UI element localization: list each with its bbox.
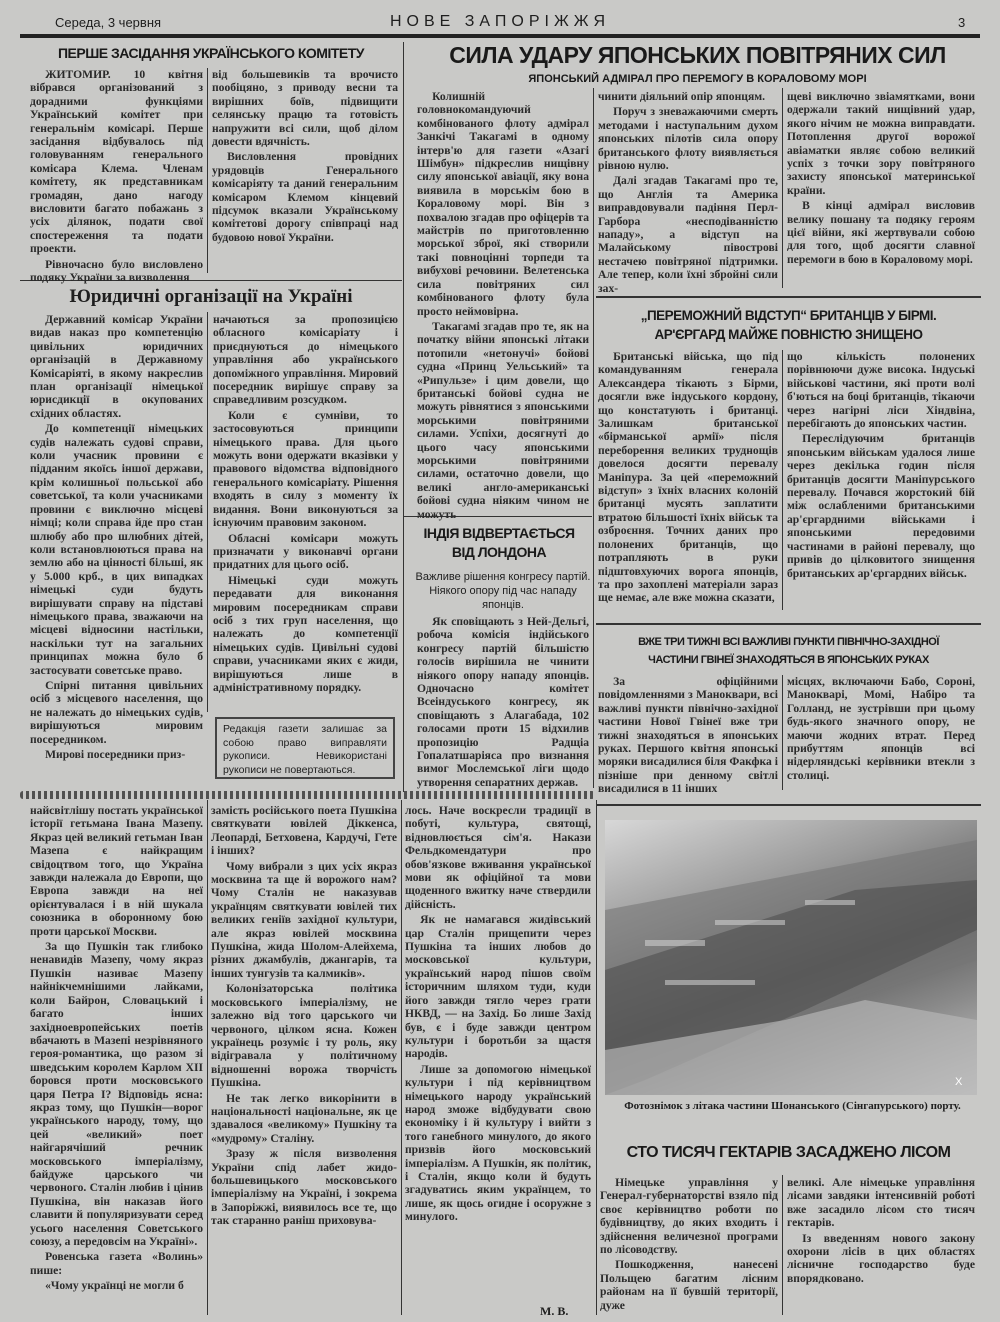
japan-col-2: [598, 90, 778, 295]
india-headline: [404, 524, 594, 562]
guinea-headline: [596, 633, 981, 669]
column-divider: [207, 312, 208, 712]
paragraph: Поруч з зневажаючими смерть методами і наступальним духом японських пілотів сила опору британського флоту виявляється рівною нулю.: [598, 105, 778, 173]
paragraph: За що Пушкін так глибоко ненавидів Мазепу, чому якраз Пушкін називає Мазепу найнікчемнішими лайками, коли Байрон, Словацький і багато інших західноевропейських поетів вбачають в Мазепі незрівняного героя-романтика, що разом зі шведським королем Карлом XII боровся проти московського царя Петра I? Відповідь ясна: якраз тому, що Пушкін—ворог українського народу, тому, що цей «великий» поет найгарячіший речник московського імперіалізму, байдуже царського чи червоного. Сталін любив і цінив Пушкіна, він наказав його славити й популяризувати серед усього населення Советського союзу, а передовсім на Україні».: [30, 940, 203, 1248]
india-title-line-1: ІНДІЯ ВІДВЕРТАЄТЬСЯ: [423, 525, 575, 541]
guinea-col-1: [598, 675, 778, 796]
paragraph: Не так легко викорінити в національності національне, як це здавалося «великому» Пушкіну та «мудрому» Сталіну.: [211, 1091, 397, 1145]
pushkin-col-3: [405, 804, 591, 1300]
paragraph: Німецьке управління у Генерал-губернаторстві взяло під своє керівництво роботи по будівництву, до яких входить і здійснення величезної програми по лісоводству.: [600, 1176, 778, 1257]
paragraph: Обласні комісари можуть призначати у виконавчі органи придатних для цього осіб.: [213, 531, 398, 572]
paragraph: Мирові посередники приз-: [45, 748, 186, 761]
japan-col-3: [787, 90, 975, 290]
column-divider: [782, 350, 783, 610]
paragraph: Далі згадав Такагамі про те, що Англія та Америка виправдовували падіння Перл-Гарбора «несподіванністю нападу», а відступ на Малайському півострові нестачею повітряної підтримки. Але тепер, коли їхні збройні сили зах-: [598, 174, 778, 295]
section-rule: [596, 804, 981, 806]
paragraph: щеві виключно звіамятками, вони одержали такий нищівний удар, якого нічим не можна виправдати. Потоплення другої ворожої авіаматки являє собою великий успіх з точки зору повітряного захисту японської материнської країни.: [787, 90, 975, 197]
paragraph: начаються за пропозицією обласного комісаріату і приєднуються до німецького управління або українського допоміжного управління. Мировий посередник вирішує справу за справедливим розсудком.: [213, 313, 398, 407]
burma-headline: [596, 306, 981, 344]
burma-col-2: [787, 350, 975, 612]
column-divider: [207, 68, 208, 273]
paragraph: До компетенції німецьких судів належать судові справи, коли учасник провини є підданим якоїсь іншої держави, крім колишньої польської або советської, та коли учасниками провини є виключно місцеві німці; коли справа йде про стан шлюбу або про шлюбних дітей, коли встановлюються права на землю або на цінності більші, як у 5.000 крб., в цих випадках німецькі суди будуть вирішувати справу на підставі німецького права, зважаючи на місцеві відносини настільки, наскільки тут на загальних принципах можна було б застосувати советське право.: [30, 422, 203, 677]
section-rule: [596, 296, 981, 298]
wavy-rule: [20, 791, 595, 799]
paragraph: Рівночасно було висловлено подяку України за визволення: [30, 257, 203, 285]
guinea-title-line-1: ВЖЕ ТРИ ТИЖНІ ВСІ ВАЖЛИВІ ПУНКТИ ПІВНІЧНО-ЗАХІДНОЇ: [638, 636, 939, 648]
paragraph: від большевиків та врочисто пообіцяно, з приводу весни та вирішних боїв, підвищити селянську працю та готовість напружити всі сили, щоб ділом довести вдячність.: [212, 68, 398, 149]
india-text: [417, 615, 589, 790]
paragraph: Колишній головнокомандуючий комбінованого флоту адмірал Занкічі Такагамі в одному інтерв'ю для газети «Азагі Шімбун» підкреслив нищівну силу японської авіації, яку вона виявила в морськім бою в Кораловому морі. Він з похвалою згадав про офіцерів та майстрів по приготовленню морської зброї, які створили такі повноцінні торпеди та вибухові речовини. Велетенська сила повітряних сил комбінованого флоту була просто неймовірна.: [417, 90, 589, 318]
legal-headline: Юридичні організації на Україні: [69, 286, 353, 307]
column-divider: [596, 800, 597, 1315]
forest-col-1: [600, 1176, 778, 1318]
paragraph: місцях, включаючи Бабо, Сороні, Манокварі, Момі, Набіро та Голланд, не зустрівши при цьому будь-якого значного опору, не маючи жодних втрат. Перед прибуттям японців всі нідерляндські керівники втекли з столиці.: [787, 675, 975, 782]
paragraph: Державний комісар України видав наказ про компетенцію цивільних юридичних організацій в Державному Комісаріяті, в якому накреслив план організації німецької юрисдикції в окупованих східних областях.: [30, 313, 203, 420]
paragraph: Зразу ж після визволення України спід лабет жидо-большевицького московського імперіалізму на Україні, і зокрема в Запоріжжі, виявилось все те, що так старанно раніш приховува-: [211, 1147, 397, 1228]
paragraph: лось. Наче воскресли традиції в побуті, культура, святощі, відновлюється сім'я. Накази Фельдкомендатури про обов'язкове вживання української мови як офіційної та мови щоденного вжитку наче ствердили дійсність.: [405, 804, 591, 911]
burma-col-1: [598, 350, 778, 612]
paragraph: «Чому українці не могли б: [45, 1279, 184, 1293]
paragraph: Пошкодження, нанесені Польщею багатим лісним районам на її бувшій території, дуже: [600, 1258, 778, 1312]
paragraph: Колонізаторська політика московського імперіалізму, не залежно від того царського чи червоного, цілком ясна. Кожен українець розуміє і ту роль, яку відігравала у політичному відношенні ворожа творчість Пушкіна.: [211, 982, 397, 1090]
paragraph: Переслідуючим британців японським військам удалося лише через декілька годин після британців досягти Маніпурського перевалу. Почався жорстокий бій між ослабленими британськими ар'єргардними військами і японськими передовими частинами в районі перевалу, що привів до цілковитого знищення британських ар'єргардних військ.: [787, 432, 975, 580]
japan-headline: [410, 42, 985, 68]
forest-title: СТО ТИСЯЧ ГЕКТАРІВ ЗАСАДЖЕНО ЛІСОМ: [626, 1144, 951, 1161]
japan-title: СИЛА УДАРУ ЯПОНСЬКИХ ПОВІТРЯНИХ СИЛ: [449, 42, 946, 68]
india-title-line-2: ВІД ЛОНДОНА: [451, 544, 547, 560]
photo-caption: Фотознімок з літака частини Шонанського (Сінгапурського) порту.: [624, 1100, 961, 1112]
paragraph: Коли є сумніви, то застосовуються принципи німецького права. Для цього можуть вони одержати вказівки у правового відомства відповідного генерального комісаріату. Рішення входять в силу з моменту їх видання. Вони виконуються за існуючим правовим законом.: [213, 408, 398, 530]
issue-date: Середа, 3 червня: [55, 15, 162, 30]
page-number: 3: [958, 15, 966, 30]
paragraph: Як не намагався жидівський цар Сталін прищепити через Пушкіна та інших любов до московської культури, український народ пішов своїм історичним шляхом туди, куди його завжди тягло через грати НКВД, — на Захід. Бо лише Захід був, є і буде завжди центром культури і боротьби за щастя народів.: [405, 913, 591, 1061]
paragraph: Спірні питання цивільних осіб з місцевого населення, що не належать до німецьких судів, вирішуються мировим посередником.: [30, 678, 203, 746]
column-divider: [782, 1175, 783, 1315]
photo-image: [605, 820, 977, 1095]
paragraph: Як сповіщають з Ней-Дельгі, робоча комісія індійського конгресу партій більшістю голосів вирішила не чинити ніякого опору нападу японців. Одночасно комітет Всеіндуського конгресу, як сповіщають з Алагабада, 102 голосами проти 15 відхилив пропозицію Радщіа Гопалатшаріяса про визнання вимог Мослемської ліги щодо утворення сепаратних держав.: [417, 615, 589, 789]
paragraph: що кількість полонених порівнюючи дуже висока. Індуські військові частини, які проти волі б'ються на боці британців, тікаючи через нагірні ліси Хіндвіна, перебігають до японських частин.: [787, 350, 975, 431]
paragraph: Німецькі суди можуть передавати для виконання мировим посередникам справи осіб з тих груп населення, що належать до компетенції німецьких судів. Цивільні судові справи, учасниками яких є жиди, вирішуються лише в адміністративному порядку.: [213, 573, 398, 694]
guinea-title-line-2: ЧАСТИНИ ГВІНЕЇ ЗНАХОДЯТЬСЯ В ЯПОНСЬКИХ РУКАХ: [648, 654, 929, 666]
japan-subtitle: ЯПОНСЬКИЙ АДМІРАЛ ПРО ПЕРЕМОГУ В КОРАЛОВОМУ МОРІ: [528, 73, 867, 85]
burma-title-line-2: АР'ЄРГАРД МАЙЖЕ ПОВНІСТЮ ЗНИЩЕНО: [654, 327, 923, 342]
section-rule: [596, 623, 981, 625]
paragraph: Британські війська, що під командуванням генерала Александера тікають з Бірми, досягли вже індуського кордону, що констатують і британці. Залишкам британської «бірманської армії» після переборення великих труднощів довелося досягти перевалу Маніпура. За цей «переможний відступ» з їхніх власних колоній британці мусять заплатити втратою більшості їхніх військ та озброєння. Точних даних про полонених британців, що потрапляють в руки підштовхуючих ворога японців, та про захоплені матеріали зараз ще немає, але вже можна сказати,: [598, 350, 778, 605]
paragraph: Ровенська газета «Волинь» пише:: [30, 1250, 203, 1277]
paragraph: ЖИТОМИР. 10 квітня вібрався організований з дорадними функціями Український комітет при генеральнім комісарі. Перше засідання відбувалось під головуванням генерального комісара Клема. Членам комітету, як представникам громадян, дано нагоду висловити багато побажань з усіх ділянок, подати свої спостереження та подати проекти.: [30, 68, 203, 256]
paragraph: Висловлення провідних урядовців Генерального комісаріяту та даний генеральним комісаром Клемом кінцевий підсумок вказали Українському комітетові дорогу співпраці над будовою нової України.: [212, 150, 398, 244]
paragraph: Такагамі згадав про те, як на початку війни японські літаки потопили «нетонучі» бойові судна «Принц Уельський» та «Рипульзе» і цим довели, що британські бойові судна не можуть рівнятися з японськими морськими повітряними силами. Успіхи, досягнуті до цього часу японськими морськими повітряними силами, остаточно довели, що великі англо-американські бойові судна ніяким чином не можуть: [417, 319, 589, 521]
paragraph: великі. Але німецьке управління лісами завдяки інтенсивній роботі вже засадило лісом сто тисяч гектарів.: [787, 1176, 975, 1230]
india-subheadline: Важливе рішення конгресу партій. Ніякого опору під час нападу японців.: [415, 571, 591, 611]
committee-title: ПЕРШЕ ЗАСІДАННЯ УКРАЇНСЬКОГО КОМІТЕТУ: [57, 45, 365, 61]
aerial-port-photo: [605, 820, 977, 1095]
forest-headline: [596, 1143, 981, 1163]
committee-col-2: [212, 68, 398, 276]
pushkin-col-1: [30, 804, 203, 1320]
paragraph: чинити діяльний опір японцям.: [598, 90, 766, 103]
newspaper-title: НОВЕ ЗАПОРІЖЖЯ: [389, 13, 611, 30]
photo-mark: X: [955, 1076, 963, 1088]
paragraph: В кінці адмірал висловив велику пошану та подяку героям цієї війни, які жертвували собою для того, щоб досягти славної перемоги в бою в Кораловому морі.: [787, 199, 975, 266]
column-divider: [207, 800, 208, 1315]
paragraph: Із введенням нового закону охорони лісів в цих областях лісничне господарство буде впорядковано.: [787, 1231, 975, 1285]
committee-col-1: [30, 68, 203, 285]
paragraph: Лише за допомогою німецької культури і під керівництвом німецького народу український народ зможе відбудувати свою економіку і й культуру і вийти з того ганебного минулого, до якого призвів його московський імперіалізм. А Пушкін, як політик, і Сталін, якщо коли й будуть згадуватись яким українцем, то лише, як щось огидне і осоружне з минулого.: [405, 1062, 591, 1224]
japan-subheadline: [410, 72, 985, 86]
paragraph: За офіційними повідомленнями з Маноквари, всі важливі пункти північно-західної частини Нової Гвінеї вже три тижні знаходяться в японських руках. Першого квітня японські моряки висадилися біля Факфка і пізніше при денному світлі висадилися в 11 інших: [598, 675, 778, 796]
guinea-col-2: [787, 675, 975, 790]
paragraph: Чому вибрали з цих усіх якраз москвина та ще й ворожого нам? Чому Сталін не наказував українцям святкувати ювілей тих великих геніїв західної культури, але якраз ювілей москвина Пушкіна, жида Шолом-Алейхема, різних джамбулів, джангарів, та інших тунгузів та калмиків».: [211, 859, 397, 980]
committee-headline: [20, 44, 402, 62]
author-signature: М. В.: [540, 1304, 569, 1318]
editorial-notice: Редакція газети залишає за собою право виправляти рукописи. Невикористані рукописи не повертаються.: [215, 717, 395, 779]
column-divider: [403, 42, 404, 792]
column-divider: [593, 88, 594, 788]
legal-col-1: [30, 313, 203, 791]
burma-title-line-1: „ПЕРЕМОЖНИЙ ВІДСТУП“ БРИТАНЦІВ У БІРМІ.: [640, 308, 937, 323]
pushkin-col-2: [211, 804, 397, 1320]
column-divider: [782, 675, 783, 790]
japan-col-1: [417, 90, 589, 521]
legal-col-2: [213, 313, 398, 713]
column-divider: [782, 88, 783, 288]
forest-col-2: [787, 1176, 975, 1318]
paragraph: замість російського поета Пушкіна святкувати ювілей Діккенса, Леопарді, Бетховена, Кардучі, Гете і інших?: [211, 804, 397, 858]
column-divider: [401, 800, 402, 1315]
masthead-rule: [20, 34, 980, 38]
paragraph: найсвітлішу постать української історії гетьмана Івана Мазепу. Якраз цей великий гетьман Іван Мазепа є найкращим свідоцтвом того, що Україна завжди належала до Европи, що Европа завжди на неї орієнтувалася і в ній шукала союзника в оборонному бою проти царської Москви.: [30, 804, 203, 938]
